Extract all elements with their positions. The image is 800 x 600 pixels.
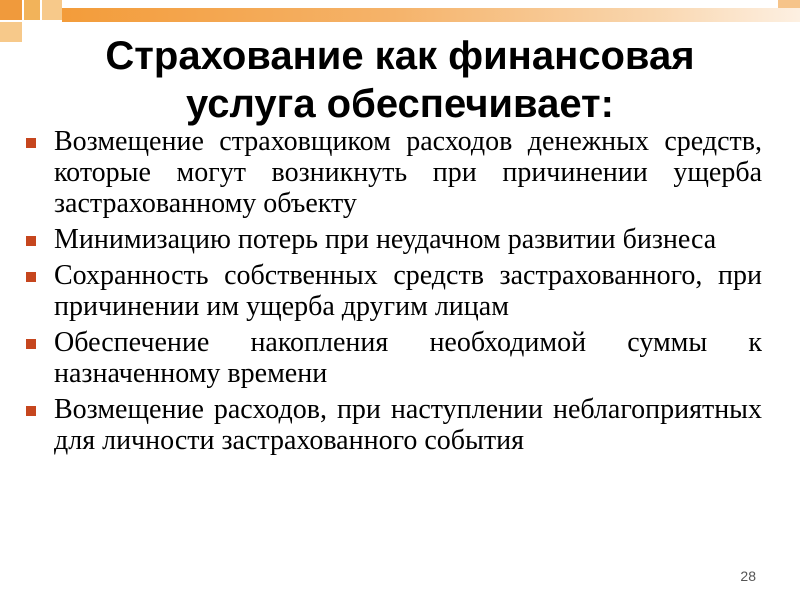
slide-title <box>40 32 760 128</box>
square-bullet-icon <box>26 138 36 148</box>
square-bullet-icon <box>26 272 36 282</box>
slide-title-line-2: услуга обеспечивает: <box>186 82 614 126</box>
slide-title-line-1: Страхование как финансовая <box>105 34 695 78</box>
page-number: 28 <box>740 568 756 584</box>
list-item <box>22 394 762 456</box>
list-item-text: Минимизацию потерь при неудачном развитии бизнеса <box>54 224 717 255</box>
square-bullet-icon <box>26 236 36 246</box>
list-item <box>22 224 762 255</box>
list-item-text: Обеспечение накопления необходимой суммы к назначенному времени <box>54 327 762 389</box>
square-bullet-icon <box>26 339 36 349</box>
list-item <box>22 327 762 389</box>
decor-square <box>42 0 62 20</box>
decor-square <box>0 0 22 20</box>
list-item <box>22 126 762 219</box>
list-item-text: Сохранность собственных средств застрахованного, при причинении им ущерба другим лицам <box>54 260 762 322</box>
list-item-text: Возмещение страховщиком расходов денежных средств, которые могут возникнуть при причинении ущерба застрахованному объекту <box>54 126 762 219</box>
bullet-list <box>22 126 762 461</box>
list-item-text: Возмещение расходов, при наступлении неблагоприятных для личности застрахованного события <box>54 394 762 456</box>
square-bullet-icon <box>26 406 36 416</box>
decor-square <box>0 22 22 42</box>
top-accent-bar <box>62 8 800 22</box>
decor-square <box>778 0 800 8</box>
list-item <box>22 260 762 322</box>
decor-square <box>24 0 40 20</box>
